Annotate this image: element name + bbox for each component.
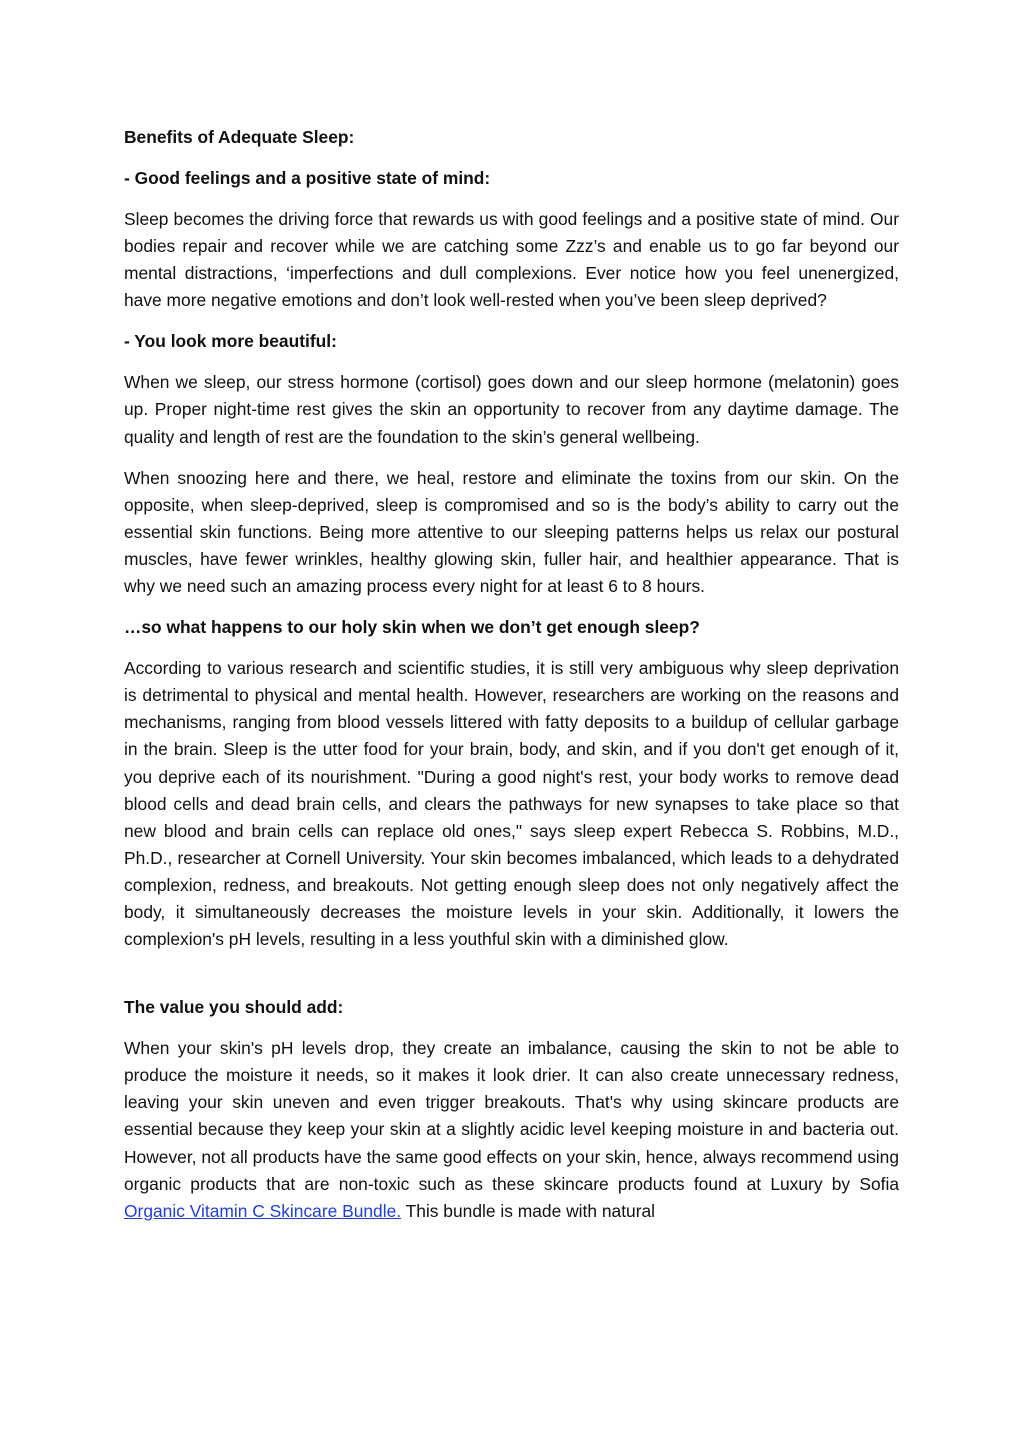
spacer <box>124 967 899 994</box>
paragraph-research: According to various research and scientific studies, it is still very ambiguous why sleep deprivation is detrimental to physical and mental health. However, researchers are working on the reasons and mechanisms, ranging from blood vessels littered with fatty deposits to a buildup of cellular garbage in the brain. Sleep is the utter food for your brain, body, and skin, and if you don't get enough of it, you deprive each of its nourishment. "During a good night's rest, your body works to remove dead blood cells and dead brain cells, and clears the pathways for new synapses to take place so that new blood and brain cells can replace old ones," says sleep expert Rebecca S. Robbins, M.D., Ph.D., researcher at Cornell University. Your skin becomes imbalanced, which leads to a dehydrated complexion, redness, and breakouts. Not getting enough sleep does not only negatively affect the body, it simultaneously decreases the moisture levels in your skin. Additionally, it lowers the complexion's pH levels, resulting in a less youthful skin with a diminished glow. <box>124 658 899 950</box>
paragraph-stress-hormone: When we sleep, our stress hormone (cortisol) goes down and our sleep hormone (melatonin) goes up. Proper night-time rest gives the skin an opportunity to recover from any daytime damage. The quality and length of rest are the foundation to the skin’s general wellbeing. <box>124 372 899 447</box>
document-page <box>124 124 899 1239</box>
paragraph-ph-levels-text: When your skin's pH levels drop, they create an imbalance, causing the skin to not be able to produce the moisture it needs, so it makes it look drier. It can also create unnecessary redness, leaving your skin uneven and even trigger breakouts. That's why using skincare products are essential because they keep your skin at a slightly acidic level keeping moisture in and bacteria out. However, not all products have the same good effects on your skin, hence, always recommend using organic products that are non-toxic such as these skincare products found at Luxury by Sofia <box>124 1038 899 1194</box>
paragraph-good-feelings: Sleep becomes the driving force that rewards us with good feelings and a positive state of mind. Our bodies repair and recover while we are catching some Zzz’s and enable us to go far beyond our mental distractions, ‘imperfections and dull complexions. Ever notice how you feel unenergized, have more negative emotions and don’t look well-rested when you’ve been sleep deprived? <box>124 209 899 311</box>
skincare-bundle-link[interactable]: Organic Vitamin C Skincare Bundle. <box>124 1200 402 1221</box>
paragraph-ph-levels <box>124 1035 899 1225</box>
paragraph-ph-levels-tail: This bundle is made with natural <box>401 1200 656 1221</box>
heading-what-happens: …so what happens to our holy skin when we don’t get enough sleep? <box>124 617 700 638</box>
heading-good-feelings: - Good feelings and a positive state of mind: <box>124 168 491 188</box>
heading-look-beautiful: - You look more beautiful: <box>124 331 337 352</box>
heading-benefits: Benefits of Adequate Sleep: <box>124 127 355 147</box>
heading-value-to-add: The value you should add: <box>124 997 344 1018</box>
paragraph-snoozing: When snoozing here and there, we heal, restore and eliminate the toxins from our skin. On the opposite, when sleep-deprived, sleep is compromised and so is the body’s ability to carry out the essential skin functions. Being more attentive to our sleeping patterns helps us relax our postural muscles, have fewer wrinkles, healthy glowing skin, fuller hair, and healthier appearance. That is why we need such an amazing process every night for at least 6 to 8 hours. <box>124 467 899 597</box>
